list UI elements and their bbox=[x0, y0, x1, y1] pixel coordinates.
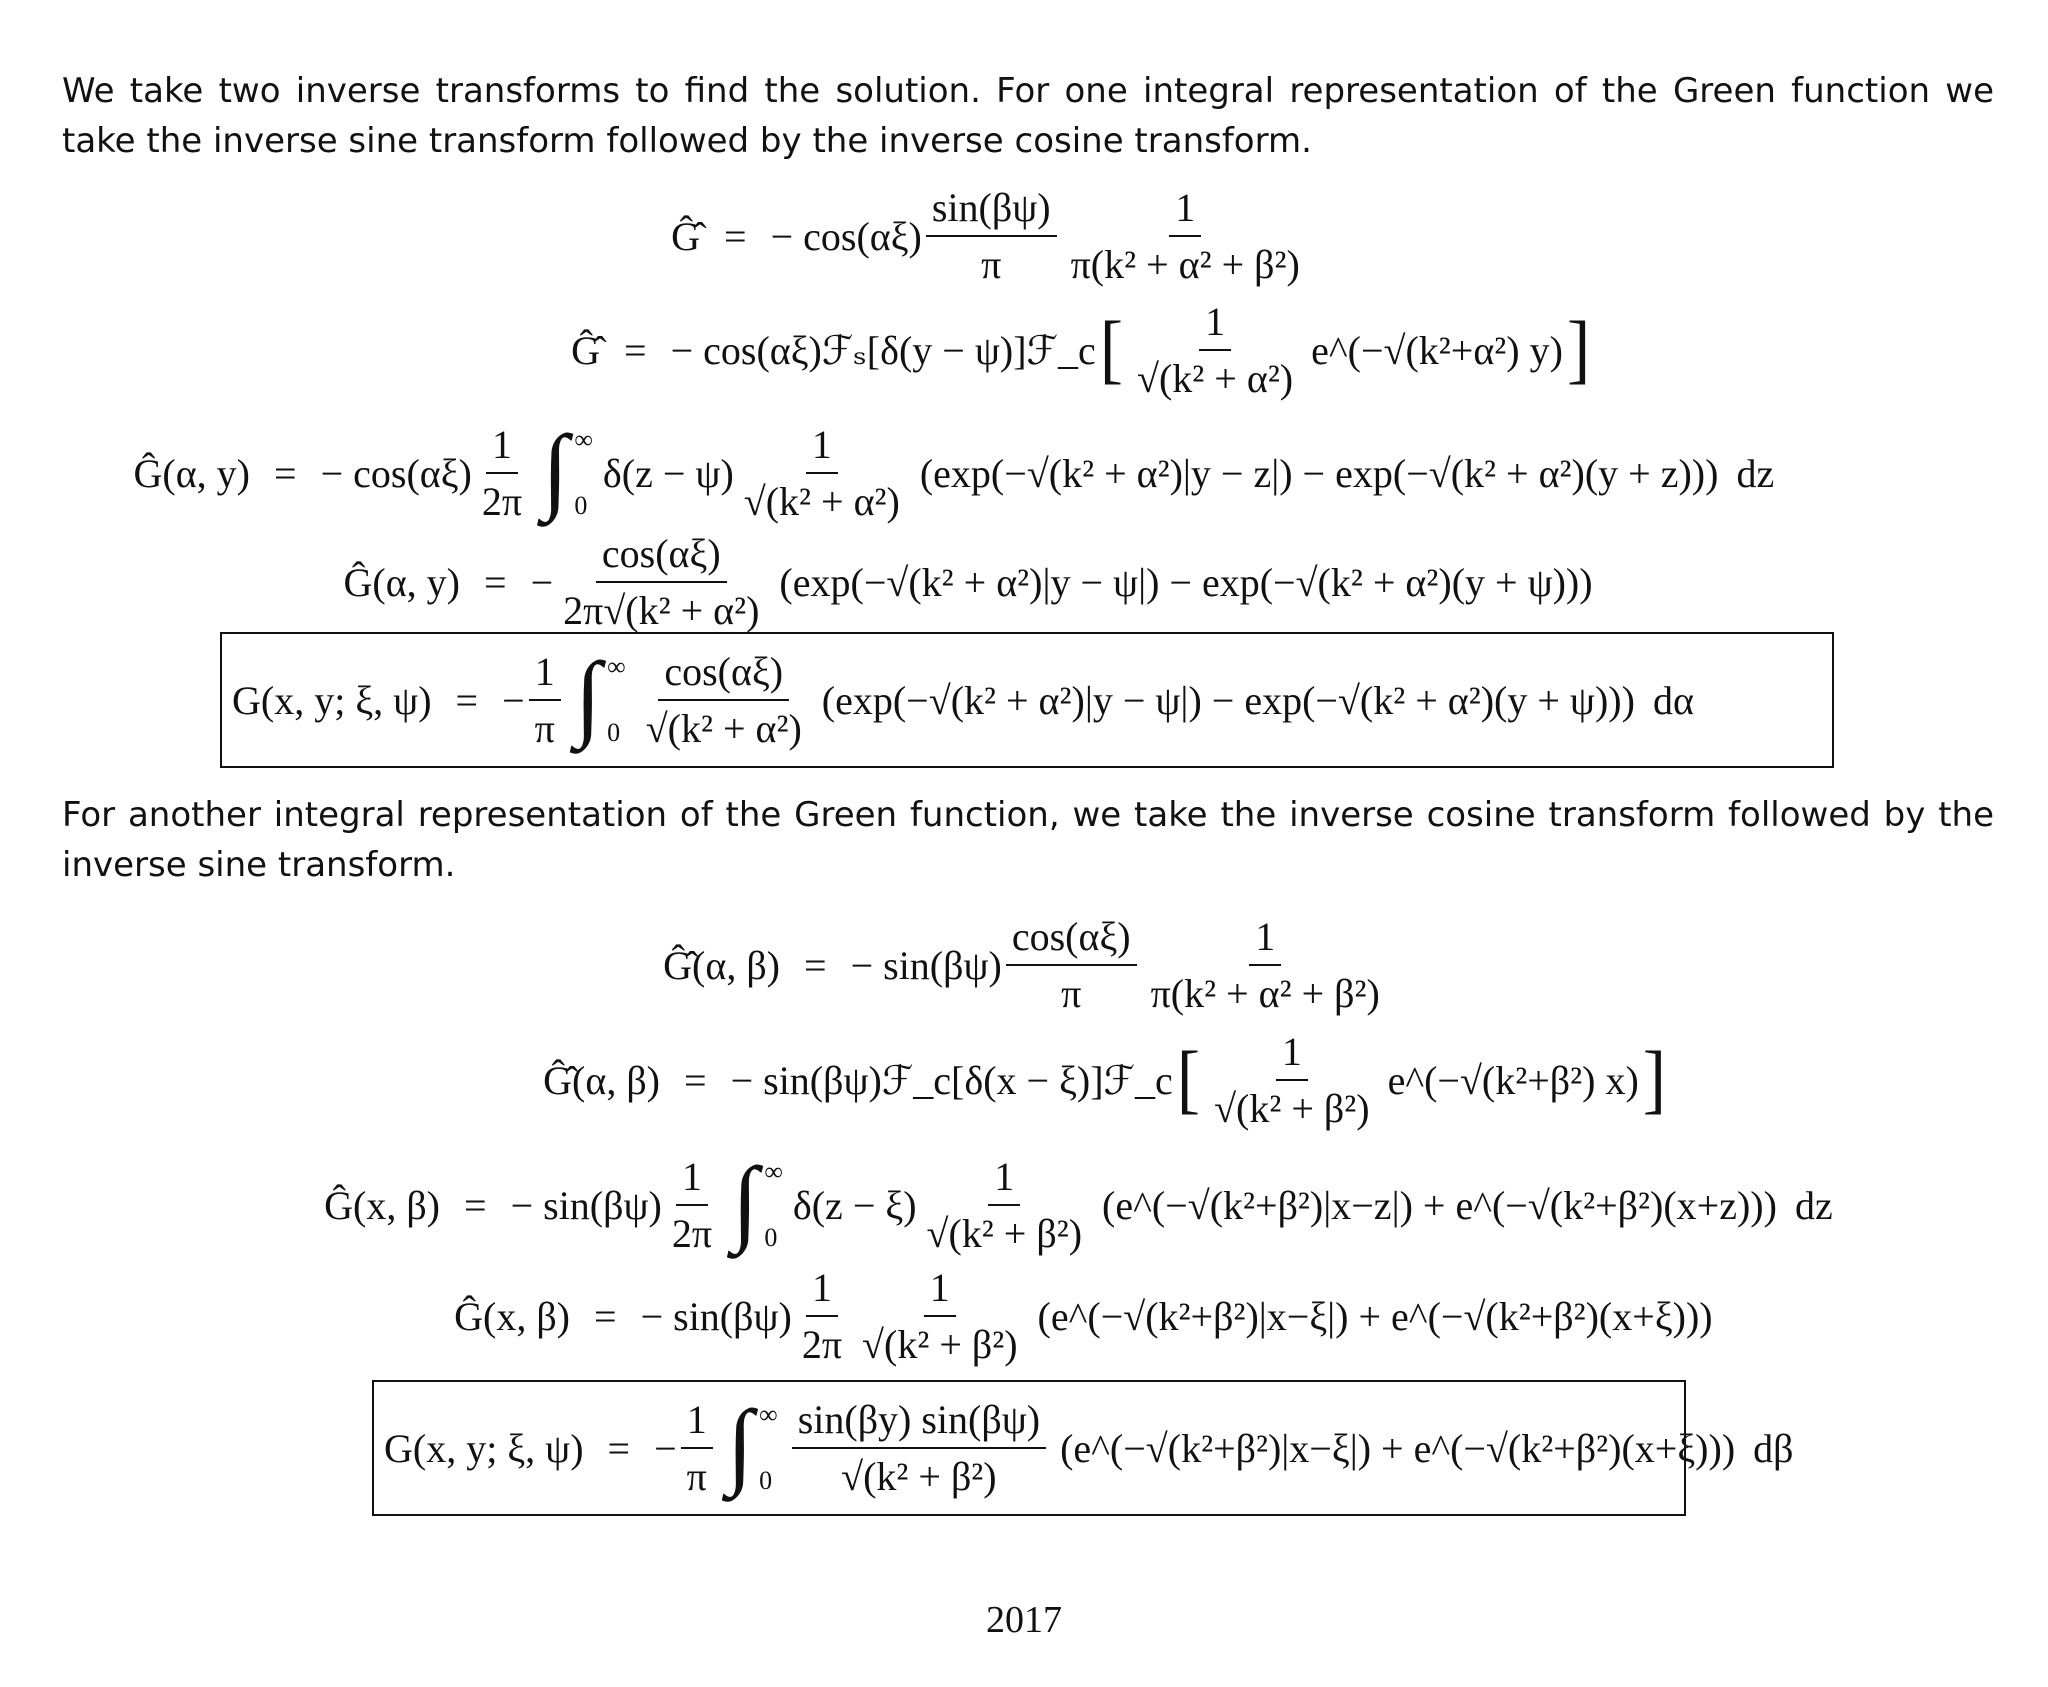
eq2-factor: − cos(αξ)ℱₛ[δ(y − ψ)]ℱ_c bbox=[670, 327, 1096, 373]
equation-4 bbox=[0, 532, 2048, 632]
eq5-box bbox=[220, 632, 1834, 768]
equation-7 bbox=[0, 1030, 2048, 1130]
eq6-fraction-2 bbox=[1145, 913, 1386, 1017]
eq10-prefactor bbox=[681, 1396, 713, 1500]
equation-10 bbox=[0, 1384, 2048, 1512]
eq8-lhs: Ĝ(x, β) bbox=[324, 1182, 440, 1228]
eq8-differential: dz bbox=[1794, 1182, 1833, 1228]
eq9-prefactor-denominator: 2π bbox=[801, 1322, 843, 1367]
eq4-rhs bbox=[531, 530, 1593, 634]
eq9-fraction bbox=[856, 1264, 1024, 1368]
eq8-body: (e^(−√(k²+β²)|x−z|) + e^(−√(k²+β²)(x+z))) bbox=[1102, 1182, 1777, 1228]
equation-6 bbox=[0, 914, 2048, 1016]
eq6-denominator-1: π bbox=[1061, 971, 1082, 1016]
eq2-rhs bbox=[671, 298, 1595, 402]
eq5-rhs bbox=[502, 642, 1694, 752]
eq10-fraction bbox=[792, 1396, 1046, 1500]
eq1-factor: − cos(αξ) bbox=[770, 213, 922, 259]
eq6-numerator-1: cos(αξ) bbox=[1006, 913, 1137, 966]
eq8-limits bbox=[764, 1157, 783, 1253]
eq1-denominator-1: π bbox=[981, 242, 1002, 287]
eq7-right-bracket: ] bbox=[1642, 1037, 1667, 1122]
eq3-numerator: 1 bbox=[806, 421, 838, 474]
eq1-rhs bbox=[771, 184, 1310, 288]
eq8-integral-sign: ∫ bbox=[732, 1147, 759, 1254]
eq7-rhs bbox=[731, 1028, 1671, 1132]
eq10-upper-limit: ∞ bbox=[759, 1400, 778, 1429]
eq2-equals: = bbox=[624, 327, 647, 373]
eq3-equals: = bbox=[274, 450, 297, 496]
eq10-box bbox=[372, 1380, 1794, 1516]
intro-paragraph: We take two inverse transforms to find the solution. For one integral representation of the Green function we take the inverse sine transform followed by the inverse cosine transform. bbox=[62, 71, 1994, 161]
eq4-denominator: 2π√(k² + α²) bbox=[563, 588, 760, 633]
equation-5 bbox=[0, 640, 2048, 760]
eq3-lhs: Ĝ(α, y) bbox=[133, 450, 250, 496]
eq3-fraction bbox=[738, 421, 906, 525]
eq10-equals: = bbox=[607, 1425, 631, 1471]
eq1-numerator-2: 1 bbox=[1169, 184, 1201, 237]
eq5-sign: − bbox=[502, 677, 525, 723]
eq9-prefactor-numerator: 1 bbox=[806, 1264, 838, 1317]
eq6-denominator-2: π(k² + α² + β²) bbox=[1150, 971, 1380, 1016]
eq4-fraction bbox=[557, 530, 765, 634]
eq7-left-bracket: [ bbox=[1176, 1037, 1201, 1122]
eq10-prefactor-numerator: 1 bbox=[681, 1396, 713, 1449]
eq3-rhs bbox=[320, 415, 1775, 525]
eq8-prefactor-numerator: 1 bbox=[676, 1153, 708, 1206]
second-paragraph: For another integral representation of the Green function, we take the inverse cosine transform followed by the inverse sine transform. bbox=[62, 795, 1994, 885]
eq7-numerator: 1 bbox=[1276, 1028, 1308, 1081]
eq5-integral-sign: ∫ bbox=[574, 642, 602, 749]
eq8-prefactor bbox=[666, 1153, 718, 1257]
eq1-lhs: Ĝ̂ bbox=[671, 213, 700, 259]
eq3-differential: dz bbox=[1736, 450, 1775, 496]
equation-2 bbox=[0, 300, 2048, 400]
eq10-integral-sign: ∫ bbox=[726, 1390, 754, 1497]
eq4-sign: − bbox=[530, 559, 554, 605]
eq4-equals: = bbox=[484, 559, 507, 605]
eq10-rhs bbox=[654, 1390, 1794, 1500]
eq10-numerator: sin(βy) sin(βψ) bbox=[792, 1396, 1046, 1449]
eq7-exponential: e^(−√(k²+β²) x) bbox=[1387, 1057, 1639, 1103]
eq8-numerator: 1 bbox=[988, 1153, 1020, 1206]
eq5-differential: dα bbox=[1652, 677, 1694, 723]
eq3-denominator: √(k² + α²) bbox=[743, 479, 900, 524]
eq9-lhs: Ĝ(x, β) bbox=[454, 1293, 570, 1339]
eq9-rhs bbox=[641, 1264, 1713, 1368]
eq3-upper-limit: ∞ bbox=[574, 425, 593, 454]
eq6-equals: = bbox=[804, 942, 827, 988]
eq10-lhs: G(x, y; ξ, ψ) bbox=[384, 1425, 584, 1471]
eq3-factor: − cos(αξ) bbox=[320, 450, 472, 496]
eq1-equals: = bbox=[724, 213, 747, 259]
eq10-body: (e^(−√(k²+β²)|x−ξ|) + e^(−√(k²+β²)(x+ξ))) bbox=[1060, 1425, 1736, 1471]
eq2-exponential: e^(−√(k²+α²) y) bbox=[1311, 327, 1563, 373]
eq5-prefactor-denominator: π bbox=[534, 706, 555, 751]
eq7-denominator: √(k² + β²) bbox=[1214, 1086, 1370, 1131]
eq8-fraction bbox=[921, 1153, 1089, 1257]
eq5-fraction bbox=[640, 648, 808, 752]
eq1-fraction-1 bbox=[926, 184, 1057, 288]
eq3-prefactor-numerator: 1 bbox=[486, 421, 518, 474]
eq5-equals: = bbox=[455, 677, 479, 723]
eq5-denominator: √(k² + α²) bbox=[645, 706, 802, 751]
eq9-denominator: √(k² + β²) bbox=[862, 1322, 1018, 1367]
eq5-lower-limit: 0 bbox=[607, 718, 621, 747]
eq5-numerator: cos(αξ) bbox=[658, 648, 789, 701]
eq6-numerator-2: 1 bbox=[1249, 913, 1281, 966]
eq7-lhs: Ĝ̂(α, β) bbox=[543, 1057, 660, 1103]
eq5-lhs: G(x, y; ξ, ψ) bbox=[232, 677, 432, 723]
equation-3 bbox=[0, 415, 2048, 528]
eq6-fraction-1 bbox=[1006, 913, 1137, 1017]
eq2-right-bracket: ] bbox=[1566, 307, 1591, 392]
eq7-factor: − sin(βψ)ℱ_c[δ(x − ξ)]ℱ_c bbox=[730, 1057, 1173, 1103]
equation-1 bbox=[0, 185, 2048, 287]
eq2-fraction bbox=[1131, 298, 1299, 402]
eq9-numerator: 1 bbox=[924, 1264, 956, 1317]
eq2-denominator: √(k² + α²) bbox=[1137, 356, 1294, 401]
eq5-prefactor-numerator: 1 bbox=[529, 648, 561, 701]
eq3-body: (exp(−√(k² + α²)|y − z|) − exp(−√(k² + α²)(y + z))) bbox=[919, 450, 1719, 496]
eq3-delta: δ(z − ψ) bbox=[602, 450, 734, 496]
eq8-equals: = bbox=[464, 1182, 487, 1228]
eq2-lhs: Ĝ̂ bbox=[571, 327, 600, 373]
eq3-integral-sign: ∫ bbox=[542, 415, 569, 522]
eq2-left-bracket: [ bbox=[1099, 307, 1124, 392]
eq10-lower-limit: 0 bbox=[759, 1466, 773, 1495]
eq10-limits bbox=[759, 1400, 778, 1496]
eq6-factor: − sin(βψ) bbox=[850, 942, 1002, 988]
eq3-prefactor bbox=[476, 421, 528, 525]
eq10-differential: dβ bbox=[1753, 1425, 1794, 1471]
eq8-upper-limit: ∞ bbox=[764, 1157, 783, 1186]
eq3-lower-limit: 0 bbox=[574, 491, 588, 520]
eq10-sign: − bbox=[654, 1425, 677, 1471]
eq1-denominator-2: π(k² + α² + β²) bbox=[1070, 242, 1300, 287]
eq8-prefactor-denominator: 2π bbox=[671, 1211, 713, 1256]
eq9-body: (e^(−√(k²+β²)|x−ξ|) + e^(−√(k²+β²)(x+ξ))) bbox=[1037, 1293, 1713, 1339]
eq6-lhs: Ĝ̂(α, β) bbox=[663, 942, 780, 988]
eq6-rhs bbox=[851, 913, 1390, 1017]
eq8-rhs bbox=[510, 1147, 1833, 1257]
eq5-upper-limit: ∞ bbox=[607, 652, 626, 681]
eq2-numerator: 1 bbox=[1199, 298, 1231, 351]
equation-8 bbox=[0, 1147, 2048, 1260]
page-number: 2017 bbox=[986, 1599, 1062, 1641]
eq4-numerator: cos(αξ) bbox=[596, 530, 727, 583]
eq8-denominator: √(k² + β²) bbox=[926, 1211, 1083, 1256]
eq4-lhs: Ĝ(α, y) bbox=[343, 559, 460, 605]
eq1-fraction-2 bbox=[1065, 184, 1306, 288]
eq4-body: (exp(−√(k² + α²)|y − ψ|) − exp(−√(k² + α²)(y + ψ))) bbox=[779, 559, 1593, 605]
eq8-factor: − sin(βψ) bbox=[510, 1182, 662, 1228]
eq10-prefactor-denominator: π bbox=[686, 1454, 707, 1499]
eq7-fraction bbox=[1208, 1028, 1376, 1132]
eq8-delta: δ(z − ξ) bbox=[792, 1182, 917, 1228]
eq8-lower-limit: 0 bbox=[764, 1223, 778, 1252]
eq5-body: (exp(−√(k² + α²)|y − ψ|) − exp(−√(k² + α²)(y + ψ))) bbox=[821, 677, 1635, 723]
eq3-prefactor-denominator: 2π bbox=[481, 479, 523, 524]
eq3-limits bbox=[574, 425, 593, 521]
eq9-factor: − sin(βψ) bbox=[640, 1293, 792, 1339]
equation-9 bbox=[0, 1266, 2048, 1366]
eq5-prefactor bbox=[529, 648, 561, 752]
eq5-limits bbox=[607, 652, 626, 748]
eq1-numerator-1: sin(βψ) bbox=[926, 184, 1057, 237]
eq9-equals: = bbox=[594, 1293, 617, 1339]
eq9-prefactor bbox=[796, 1264, 848, 1368]
eq10-denominator: √(k² + β²) bbox=[841, 1454, 997, 1499]
eq7-equals: = bbox=[684, 1057, 707, 1103]
